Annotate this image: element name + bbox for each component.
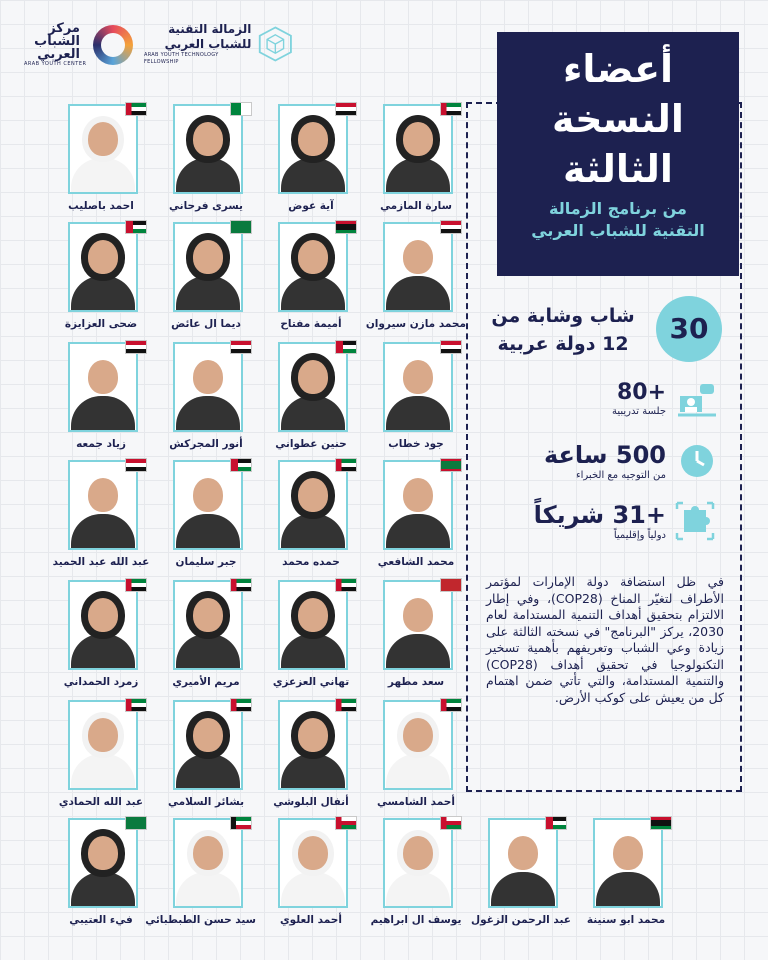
flag-icon (230, 220, 252, 234)
logos-bar (24, 18, 294, 78)
partners-stat (486, 500, 666, 541)
member-photo (383, 460, 453, 550)
member-photo (68, 222, 138, 312)
flag-icon (230, 340, 252, 354)
portrait-head-icon (403, 478, 433, 512)
flag-icon (125, 816, 147, 830)
flag-icon (335, 816, 357, 830)
member-photo (278, 342, 348, 432)
portrait-head-icon (298, 360, 328, 394)
flag-icon (440, 220, 462, 234)
member-photo (383, 222, 453, 312)
aytf-logo-subtext: ARAB YOUTH TECHNOLOGY FELLOWSHIP (144, 52, 219, 65)
member-name: سيد حسن الطبطبائي (145, 914, 256, 926)
portrait-head-icon (613, 836, 643, 870)
arab-youth-center-logo (24, 22, 133, 68)
title-panel (497, 32, 739, 276)
member-photo (593, 818, 663, 908)
aytf-logo-line1: الزمالة التقنية (168, 22, 252, 36)
ayc-logo-text: مركز الشباب العربي (34, 21, 80, 62)
flag-icon (440, 698, 462, 712)
member-name: آية عوض (288, 200, 334, 212)
member-photo (383, 104, 453, 194)
title-line-2: النسخة (552, 97, 684, 141)
member-name: أنور المجركش (169, 438, 243, 450)
portrait-body-icon (386, 634, 450, 670)
program-description: في ظل استضافة دولة الإمارات لمؤتمر الأطراف لتغيّر المناخ (COP28)، وفي إطار الالتزام بتحقيق أهداف التنمية المستدامة لعام 2030، يركز "البرنامج" في نسخته الثالثة على زيادة وعي الشباب وتعريفهم بأهمية تسخير التكنولوجيا في تحقيق أهداف (COP28) والتنمية المستدامة، والتي تأتي ضمن اهتمام كل من يعيش على كوكب الأرض. (486, 574, 724, 705)
aytf-logo (144, 22, 294, 66)
portrait-head-icon (193, 478, 223, 512)
portrait-head-icon (298, 598, 328, 632)
portrait-head-icon (403, 240, 433, 274)
portrait-head-icon (298, 836, 328, 870)
member-name: حنين عطواني (275, 438, 347, 450)
flag-icon (440, 340, 462, 354)
portrait-body-icon (386, 514, 450, 550)
portrait-head-icon (88, 240, 118, 274)
subtitle-line-1: من برنامج الزمالة (549, 199, 687, 218)
member-name: محمد الشافعي (377, 556, 455, 568)
portrait-body-icon (176, 754, 240, 790)
member-name: عبد الرحمن الزغول (471, 914, 571, 926)
portrait-body-icon (176, 396, 240, 432)
portrait-head-icon (88, 360, 118, 394)
portrait-body-icon (386, 276, 450, 312)
member-name: أحمد الشامسي (377, 796, 455, 808)
member-photo (68, 342, 138, 432)
portrait-head-icon (88, 836, 118, 870)
portrait-body-icon (71, 276, 135, 312)
member-photo (173, 104, 243, 194)
member-photo (278, 700, 348, 790)
portrait-head-icon (88, 122, 118, 156)
flag-icon (545, 816, 567, 830)
title-line-3: الثالثة (563, 147, 673, 191)
flag-icon (230, 578, 252, 592)
sessions-stat (486, 380, 666, 417)
flag-icon (440, 458, 462, 472)
portrait-head-icon (403, 360, 433, 394)
participants-line-2: 12 دولة عربية (497, 333, 629, 355)
member-name: جبر سليمان (175, 556, 237, 568)
flag-icon (440, 102, 462, 116)
portrait-head-icon (193, 360, 223, 394)
aytf-logo-line2: للشباب العربي (164, 37, 252, 51)
flag-icon (230, 458, 252, 472)
member-photo (173, 342, 243, 432)
flag-icon (125, 458, 147, 472)
member-name: أميمة مفتاح (280, 318, 342, 330)
portrait-head-icon (193, 836, 223, 870)
portrait-head-icon (88, 718, 118, 752)
member-name: محمد ابو سنينة (586, 914, 666, 926)
member-name: سارة المازمي (380, 200, 452, 212)
portrait-head-icon (403, 718, 433, 752)
portrait-head-icon (298, 122, 328, 156)
member-name: يسرى فرحاني (169, 200, 243, 212)
portrait-body-icon (386, 158, 450, 194)
hours-stat (486, 440, 666, 481)
member-name: محمد مازن سيروان (365, 318, 466, 330)
member-photo (68, 104, 138, 194)
member-name: عبد الله الحمادي (58, 796, 144, 808)
portrait-body-icon (176, 158, 240, 194)
member-photo (278, 818, 348, 908)
portrait-head-icon (403, 836, 433, 870)
member-photo (383, 700, 453, 790)
portrait-body-icon (596, 872, 660, 908)
member-photo (278, 460, 348, 550)
portrait-body-icon (71, 514, 135, 550)
portrait-body-icon (71, 754, 135, 790)
participants-count-text (476, 302, 650, 358)
portrait-body-icon (71, 158, 135, 194)
portrait-head-icon (193, 122, 223, 156)
flag-icon (125, 220, 147, 234)
member-photo (173, 460, 243, 550)
portrait-head-icon (508, 836, 538, 870)
portrait-body-icon (491, 872, 555, 908)
flag-icon (335, 698, 357, 712)
participants-count-badge: 30 (656, 296, 722, 362)
member-photo (68, 818, 138, 908)
clock-icon (676, 440, 718, 482)
member-photo (383, 580, 453, 670)
member-photo (278, 222, 348, 312)
member-name: زمرد الحمداني (63, 676, 139, 688)
portrait-body-icon (71, 396, 135, 432)
ayc-emblem-icon (93, 25, 133, 65)
member-name: أحمد العلوي (280, 914, 342, 926)
puzzle-partners-icon (674, 500, 716, 542)
flag-icon (335, 220, 357, 234)
member-photo (173, 222, 243, 312)
member-name: سعد مطهر (387, 676, 445, 688)
portrait-body-icon (281, 754, 345, 790)
member-name: عبد الله عبد الحميد (52, 556, 150, 568)
flag-icon (440, 816, 462, 830)
portrait-head-icon (298, 478, 328, 512)
portrait-head-icon (88, 598, 118, 632)
flag-icon (125, 578, 147, 592)
portrait-head-icon (88, 478, 118, 512)
portrait-head-icon (193, 718, 223, 752)
portrait-body-icon (281, 634, 345, 670)
sessions-label: جلسة تدريبية (612, 406, 666, 417)
flag-icon (125, 698, 147, 712)
sessions-value: +80 (616, 380, 666, 405)
member-name: حمده محمد (282, 556, 340, 568)
portrait-body-icon (176, 276, 240, 312)
member-photo (488, 818, 558, 908)
member-name: مريم الأميري (172, 676, 240, 688)
member-photo (383, 818, 453, 908)
member-name: جود خطاب (388, 438, 444, 450)
member-photo (173, 580, 243, 670)
member-name: ضحى العزايزة (64, 318, 138, 330)
flag-icon (230, 698, 252, 712)
flag-icon (125, 102, 147, 116)
cube-emblem-icon (257, 25, 294, 63)
member-name: زياد جمعه (76, 438, 126, 450)
member-name: احمد باصليب (68, 200, 134, 212)
subtitle-line-2: التقنية للشباب العربي (531, 221, 705, 240)
flag-icon (335, 458, 357, 472)
portrait-body-icon (386, 754, 450, 790)
member-photo (68, 580, 138, 670)
portrait-head-icon (403, 122, 433, 156)
partners-label: دولياً وإقليمياً (613, 530, 666, 541)
member-photo (383, 342, 453, 432)
portrait-body-icon (71, 634, 135, 670)
portrait-body-icon (281, 872, 345, 908)
flag-icon (125, 340, 147, 354)
flag-icon (335, 102, 357, 116)
member-photo (173, 700, 243, 790)
member-name: يوسف ال ابراهيم (370, 914, 462, 926)
hours-value: 500 ساعة (543, 441, 666, 469)
ayc-logo-subtext: ARAB YOUTH CENTER (24, 61, 87, 67)
portrait-body-icon (281, 514, 345, 550)
flag-icon (230, 816, 252, 830)
flag-icon (440, 578, 462, 592)
portrait-body-icon (176, 514, 240, 550)
portrait-body-icon (176, 872, 240, 908)
member-name: فيء العتيبي (69, 914, 133, 926)
portrait-body-icon (386, 872, 450, 908)
partners-value: +31 شريكاً (533, 501, 666, 529)
title-line-1: أعضاء (562, 47, 674, 91)
flag-icon (335, 340, 357, 354)
training-session-icon (676, 380, 718, 422)
portrait-body-icon (281, 158, 345, 194)
member-name: بشائر السلامي (167, 796, 245, 808)
portrait-head-icon (193, 598, 223, 632)
flag-icon (650, 816, 672, 830)
portrait-body-icon (281, 276, 345, 312)
member-name: تهاني العزعزي (272, 676, 350, 688)
portrait-body-icon (386, 396, 450, 432)
member-photo (278, 104, 348, 194)
member-name: ديما ال عائض (171, 318, 241, 330)
flag-icon (335, 578, 357, 592)
portrait-body-icon (176, 634, 240, 670)
member-name: أنفال البلوشي (273, 796, 349, 808)
flag-icon (230, 102, 252, 116)
hours-label: من التوجيه مع الخبراء (575, 470, 666, 481)
member-photo (68, 700, 138, 790)
portrait-head-icon (193, 240, 223, 274)
member-photo (68, 460, 138, 550)
member-photo (173, 818, 243, 908)
member-photo (278, 580, 348, 670)
portrait-head-icon (298, 718, 328, 752)
portrait-head-icon (298, 240, 328, 274)
portrait-body-icon (281, 396, 345, 432)
participants-line-1: شاب وشابة من (491, 305, 635, 327)
portrait-head-icon (403, 598, 433, 632)
portrait-body-icon (71, 872, 135, 908)
